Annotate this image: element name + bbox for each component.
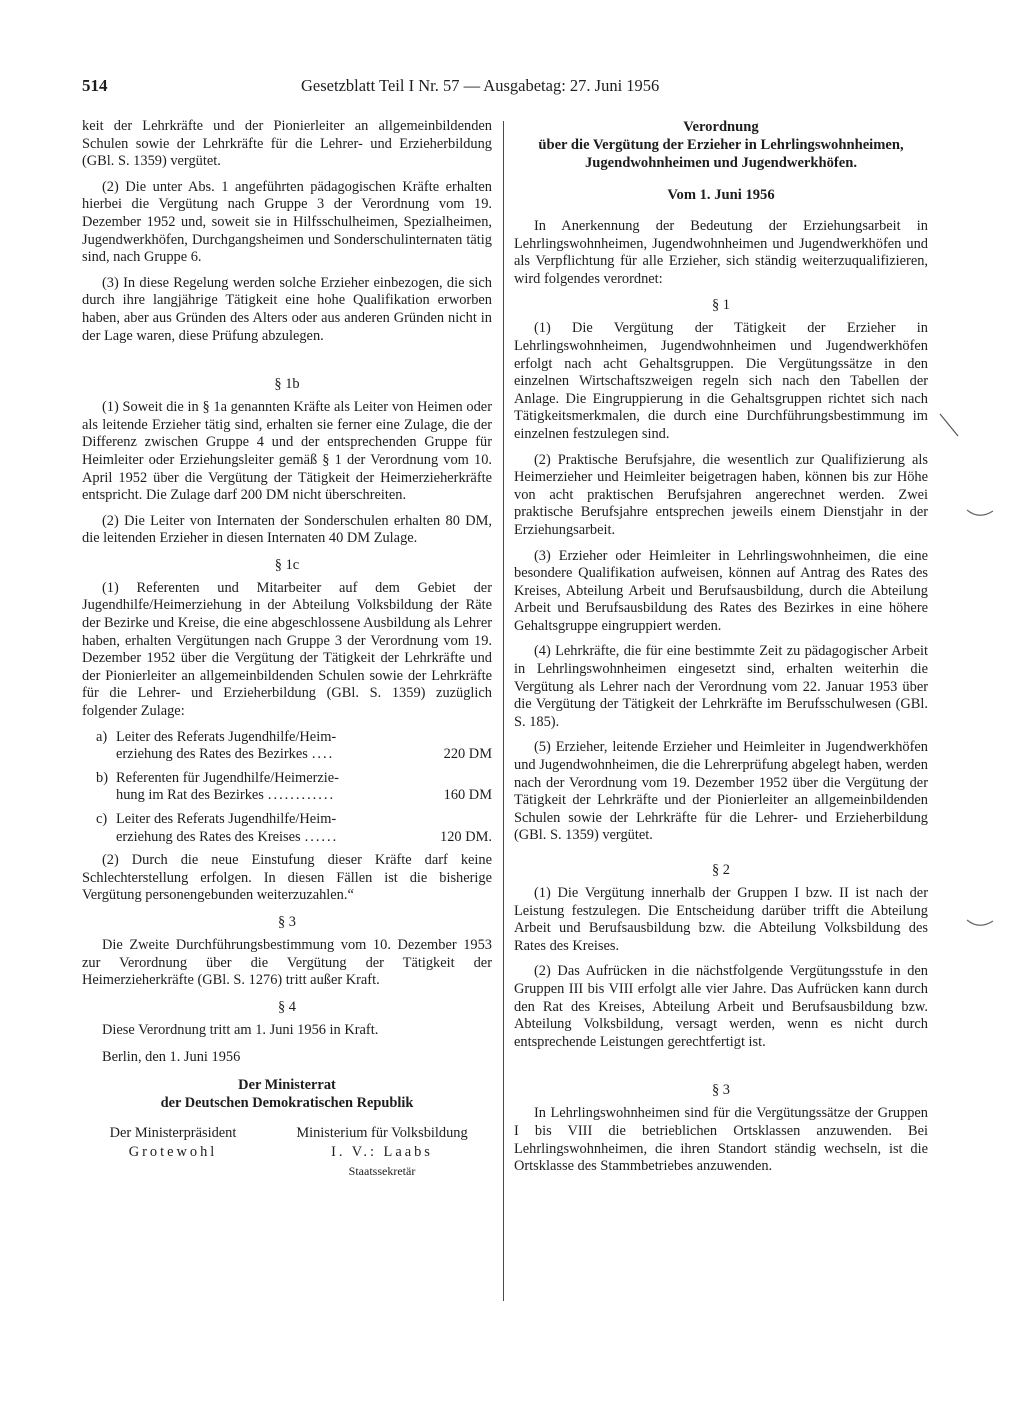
paragraph-1-3: (3) Erzieher oder Heimleiter in Lehrlingswohnheimen, die eine besondere Qualifikation aufweisen, können auf Antrag des Rates des Kreises, Abteilung Arbeit und Berufsausbildung, durch die Abteilung Arbeit und Berufsausbildung des Rates des Bezirkes in eine höhere Gehaltsgruppe eingruppiert werden.: [514, 547, 928, 634]
allowance-letter: b): [96, 769, 108, 786]
paragraph-3: Die Zweite Durchführungsbestimmung vom 10. Dezember 1953 zur Verordnung über die Vergütung der Tätigkeit der Heimerzieherkräfte (GBl. S. 1276) tritt außer Kraft.: [82, 936, 492, 989]
allowance-letter: a): [96, 728, 108, 745]
allowance-item: [82, 770, 492, 805]
paragraph-1-1: (1) Die Vergütung der Tätigkeit der Erzieher in Lehrlingswohnheimen, Jugendwohnheimen und Jugendwerkhöfen erfolgt nach acht Gehaltsgruppen. Die Vergütungssätze in den einzelnen Wirtschaftszweigen regeln sich nach den Tabellen der Anlage. Die Eingruppierung in die Gehaltsgruppen richtet sich nach Tätigkeitsmerkmalen, die durch eine Durchführungsbestimmung im einzelnen festzulegen sind.: [514, 320, 928, 442]
signature-name: I. V.: Laabs: [331, 1144, 433, 1161]
allowance-text: erziehung des Rates des Kreises: [116, 828, 301, 845]
page-number: 514: [82, 76, 108, 95]
allowance-letter: c): [96, 811, 108, 827]
paragraph-1a-2: (2) Die unter Abs. 1 angeführten pädagogischen Kräfte erhalten hierbei die Vergütung nach Gruppe 3 der Verordnung vom 19. Dezember 1952 und, soweit sie in Hilfsschulheimen, Spezialheimen, Jugendwerkhöfen, Durchgangsheimen und Sonderschulinternaten tätig sind, nach Gruppe 6.: [82, 178, 492, 266]
section-heading-1c: § 1c: [274, 556, 300, 573]
leader-dots: ............: [267, 787, 336, 804]
leader-dots: ......: [304, 828, 339, 845]
paragraph-2-1: (1) Die Vergütung innerhalb der Gruppen I bzw. II ist nach der Leistung festzulegen. Die Entscheidung darüber trifft die Abteilung Arbeit und Berufsausbildung bzw. die Abteilung Volksbildung des Rates des Kreises.: [514, 885, 928, 954]
left-column: [82, 118, 492, 1184]
allowance-line2: [116, 787, 492, 805]
section-heading-3-right: § 3: [712, 1082, 730, 1099]
council-name-line1: Der Ministerrat: [238, 1076, 336, 1093]
signature-role: Staatssekretär: [348, 1164, 416, 1179]
paragraph-1c-1: (1) Referenten und Mitarbeiter auf dem Gebiet der Jugendhilfe/Heimerziehung in der Abteilung Volksbildung der Räte der Bezirke und Kreise, die eine abgeschlossene Ausbildung als Lehrer haben, erhalten Vergütungen nach Gruppe 3 der Verordnung vom 19. Dezember 1952 über die Vergütung der Tätigkeit der Lehrkräfte und der Pionierleiter an allgemeinbildenden Schulen sowie der Lehrkräfte für die Lehrer- und Erzieherbildung (GBl. S. 1359) zuzüglich folgender Zulage:: [82, 579, 492, 720]
allowance-line1: Leiter des Referats Jugendhilfe/Heim-: [116, 728, 337, 745]
paragraph-1-2: (2) Praktische Berufsjahre, die wesentlich zur Qualifizierung als Heimerzieher und Heimleiter beigetragen haben, können bis zur Höhe von acht praktischen Berufsjahren angerechnet werden. Zwei praktische Berufsjahre entsprechen jeweils einem Dienstjahr in der Erziehungsarbeit.: [514, 451, 928, 538]
allowance-text: hung im Rat des Bezirkes: [116, 787, 264, 804]
allowance-line2: [116, 746, 492, 764]
decree-date: Vom 1. Juni 1956: [667, 187, 775, 203]
allowance-amount: 220 DM: [443, 746, 492, 763]
signature-title: Der Ministerpräsident: [109, 1125, 237, 1142]
page-header: [82, 76, 732, 102]
section-heading-3: § 3: [278, 913, 296, 930]
allowance-text: erziehung des Rates des Bezirkes: [116, 746, 308, 763]
margin-mark: [938, 412, 960, 438]
signature-title: Ministerium für Volksbildung: [296, 1125, 468, 1142]
allowance-item: [82, 811, 492, 846]
section-heading-1: § 1: [712, 297, 730, 314]
section-heading-4: § 4: [278, 998, 296, 1015]
signature-name: Grotewohl: [128, 1144, 218, 1161]
place-date: Berlin, den 1. Juni 1956: [102, 1049, 241, 1066]
allowance-amount: 120 DM.: [440, 828, 492, 845]
decree-title-line2: über die Vergütung der Erzieher in Lehrlingswohnheimen, Jugendwohnheimen und Jugendwerkhöfen.: [538, 137, 904, 171]
paragraph-1c-2: (2) Durch die neue Einstufung dieser Kräfte darf keine Schlechterstellung erfolgen. In diesen Fällen ist die bisherige Vergütung personengebunden weiterzuzahlen.“: [82, 852, 492, 904]
continued-paragraph: keit der Lehrkräfte und der Pionierleiter an allgemeinbildenden Schulen sowie der Lehrkräfte für die Lehrer- und Erzieherbildung (GBl. S. 1359) vergütet.: [82, 118, 492, 170]
right-column: [514, 118, 928, 1184]
allowance-line1: Leiter des Referats Jugendhilfe/Heim-: [116, 811, 337, 827]
paragraph-2-2: (2) Das Aufrücken in die nächstfolgende Vergütungsstufe in den Gruppen III bis VIII erfolgt alle vier Jahre. Das Aufrücken kann durch den Rat des Kreises, Abteilung Arbeit und Berufsausbildung bzw. Abteilung Volksbildung, versagt werden, wenn es nicht durch entsprechende Leistungen gerechtfertigt ist.: [514, 963, 928, 1050]
signature-block: [82, 1124, 492, 1184]
allowance-line1: Referenten für Jugendhilfe/Heimerzie-: [116, 769, 339, 786]
paragraph-4: Diese Verordnung tritt am 1. Juni 1956 in Kraft.: [102, 1021, 379, 1038]
paragraph-1-4: (4) Lehrkräfte, die für eine bestimmte Zeit zu pädagogischer Arbeit in Lehrlingswohnheimen eingesetzt sind, erhalten weiterhin die Vergütung als Lehrer nach der Verordnung vom 22. Januar 1953 über die Vergütung der Tätigkeit der Lehrkräfte im Berufsschulwesen (GBl. S. 185).: [514, 643, 928, 730]
leader-dots: ....: [311, 746, 335, 763]
margin-mark: [965, 508, 995, 520]
column-divider: [503, 121, 504, 1301]
decree-title-line1: Verordnung: [683, 119, 759, 135]
allowance-line2: [116, 829, 492, 847]
allowance-list: [82, 729, 492, 847]
paragraph-1-5: (5) Erzieher, leitende Erzieher und Heimleiter in Jugendwerkhöfen und Jugendwohnheimen, die die Lehrerprüfung abgelegt haben, werden nach der Verordnung vom 19. Dezember 1952 über die Vergütung der Tätigkeit der Lehrkräfte und der Pionierleiter an allgemeinbildenden Schulen sowie der Lehrkräfte für die Lehrer- und Erzieherbildung (GBl. S. 1359) vergütet.: [514, 739, 928, 844]
paragraph-3-right: In Lehrlingswohnheimen sind für die Vergütungssätze der Gruppen I bis VIII die betrieblichen Ortsklassen anzuwenden. Bei Lehrlingswohnheimen, die ihren Standort ständig wechseln, ist die Ortsklasse des Stammbetriebes anzuwenden.: [514, 1105, 928, 1175]
preamble: In Anerkennung der Bedeutung der Erziehungsarbeit in Lehrlingswohnheimen, Jugendwohnheimen und Jugendwerkhöfen und als Verpflichtung für alle Erzieher, sich ständig weiterzuqualifizieren, wird folgendes verordnet:: [514, 218, 928, 287]
paragraph-1b-1: (1) Soweit die in § 1a genannten Kräfte als Leiter von Heimen oder als leitende Erzieher tätig sind, erhalten sie ferner eine Zulage, die der Differenz zwischen Gruppe 4 und der entsprechenden Gruppe für Heimleiter oder Erziehungsleiter gemäß § 1 der Verordnung vom 10. April 1952 über die Vergütung der Tätigkeit der Heimerzieherkräfte entspricht. Die Zulage darf 200 DM nicht überschreiten.: [82, 399, 492, 504]
signature-right: [272, 1124, 492, 1181]
council-name-line2: der Deutschen Demokratischen Republik: [160, 1094, 414, 1111]
signature-left: [88, 1124, 258, 1162]
allowance-item: [82, 729, 492, 764]
paragraph-1b-2: (2) Die Leiter von Internaten der Sonderschulen erhalten 80 DM, die leitenden Erzieher in diesen Internaten 40 DM Zulage.: [82, 512, 492, 547]
paragraph-1a-3: (3) In diese Regelung werden solche Erzieher einbezogen, die sich durch ihre langjährige Tätigkeit eine hohe Qualifikation erworben haben, aber aus Gründen des Alters oder aus anderen Gründen nicht in der Lage waren, diese Prüfung abzulegen.: [82, 274, 492, 344]
margin-mark: [965, 918, 995, 930]
allowance-amount: 160 DM: [443, 787, 492, 804]
section-heading-1b: § 1b: [274, 376, 300, 393]
section-heading-2: § 2: [712, 862, 730, 878]
running-title: Gesetzblatt Teil I Nr. 57 — Ausgabetag: 27. Juni 1956: [301, 76, 660, 95]
